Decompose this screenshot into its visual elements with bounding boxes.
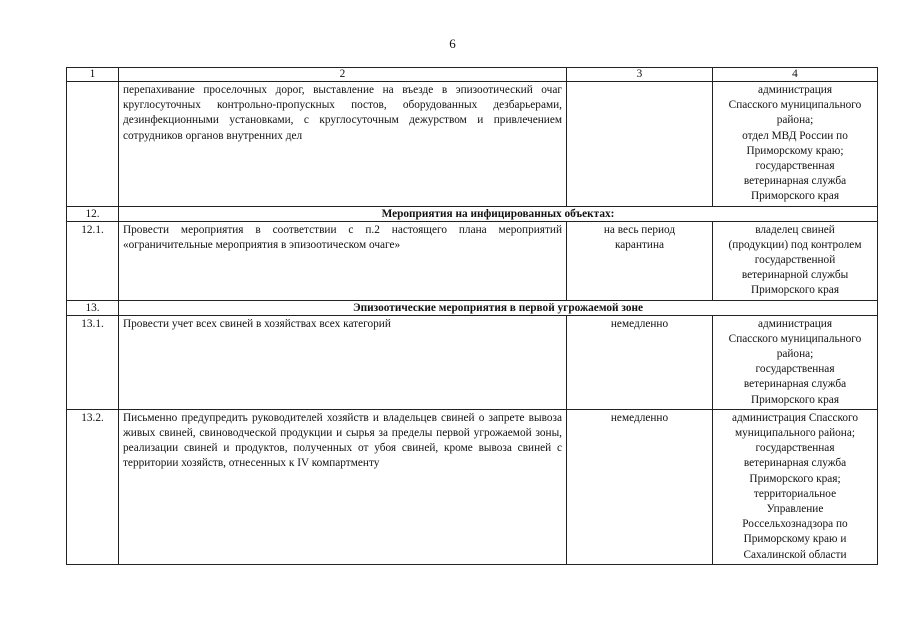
- section-number: 12.: [67, 206, 119, 221]
- table-row-12-1: [67, 221, 878, 300]
- measures-table: [66, 67, 878, 565]
- row-number: [67, 82, 119, 207]
- section-title: Мероприятия на инфицированных объектах:: [119, 206, 878, 221]
- measure-text: Провести мероприятия в соответствии с п.2 настоящего плана мероприятий «ограничительные мероприятия в эпизоотическом очаге»: [119, 221, 567, 300]
- measure-responsible: администрация Спасского муниципального района; государственная ветеринарная служба Приморского края: [713, 315, 878, 409]
- row-number: 12.1.: [67, 221, 119, 300]
- section-row-13: [67, 300, 878, 315]
- measure-text: перепахивание проселочных дорог, выставление на въезде в эпизоотический очаг круглосуточных контрольно-пропускных постов, оборудованных дезбарьерами, дезинфекционными установками, с круглосуточным дежурством и привлечением сотрудников органов внутренних дел: [119, 82, 567, 207]
- table-row-continuation: [67, 82, 878, 207]
- measure-term: [567, 82, 713, 207]
- measure-term: на весь период карантина: [567, 221, 713, 300]
- row-number: 13.1.: [67, 315, 119, 409]
- table-header-row: [67, 68, 878, 82]
- header-col-2: 2: [119, 68, 567, 82]
- section-number: 13.: [67, 300, 119, 315]
- measure-text: Письменно предупредить руководителей хозяйств и владельцев свиней о запрете вывоза живых свиней, свиноводческой продукции и сырья за пределы первой угрожаемой зоны, реализации свиней и продуктов, полученных от убоя свиней, кроме вывоза свиней с территории хозяйств, отнесенных к IV компартменту: [119, 409, 567, 564]
- measure-responsible: администрация Спасского муниципального района; отдел МВД России по Приморскому краю; государственная ветеринарная служба Приморского края: [713, 82, 878, 207]
- table-row-13-2: [67, 409, 878, 564]
- header-col-4: 4: [713, 68, 878, 82]
- measure-responsible: администрация Спасского муниципального района; государственная ветеринарная служба Приморского края; территориальное Управление Россельхознадзора по Приморскому краю и Сахалинской области: [713, 409, 878, 564]
- page-number: 6: [449, 36, 456, 51]
- measure-text: Провести учет всех свиней в хозяйствах всех категорий: [119, 315, 567, 409]
- table-row-13-1: [67, 315, 878, 409]
- row-number: 13.2.: [67, 409, 119, 564]
- header-col-3: 3: [567, 68, 713, 82]
- header-col-1: 1: [67, 68, 119, 82]
- section-row-12: [67, 206, 878, 221]
- measure-term: немедленно: [567, 315, 713, 409]
- measure-term: немедленно: [567, 409, 713, 564]
- section-title: Эпизоотические мероприятия в первой угрожаемой зоне: [119, 300, 878, 315]
- measure-responsible: владелец свиней (продукции) под контролем государственной ветеринарной службы Приморского края: [713, 221, 878, 300]
